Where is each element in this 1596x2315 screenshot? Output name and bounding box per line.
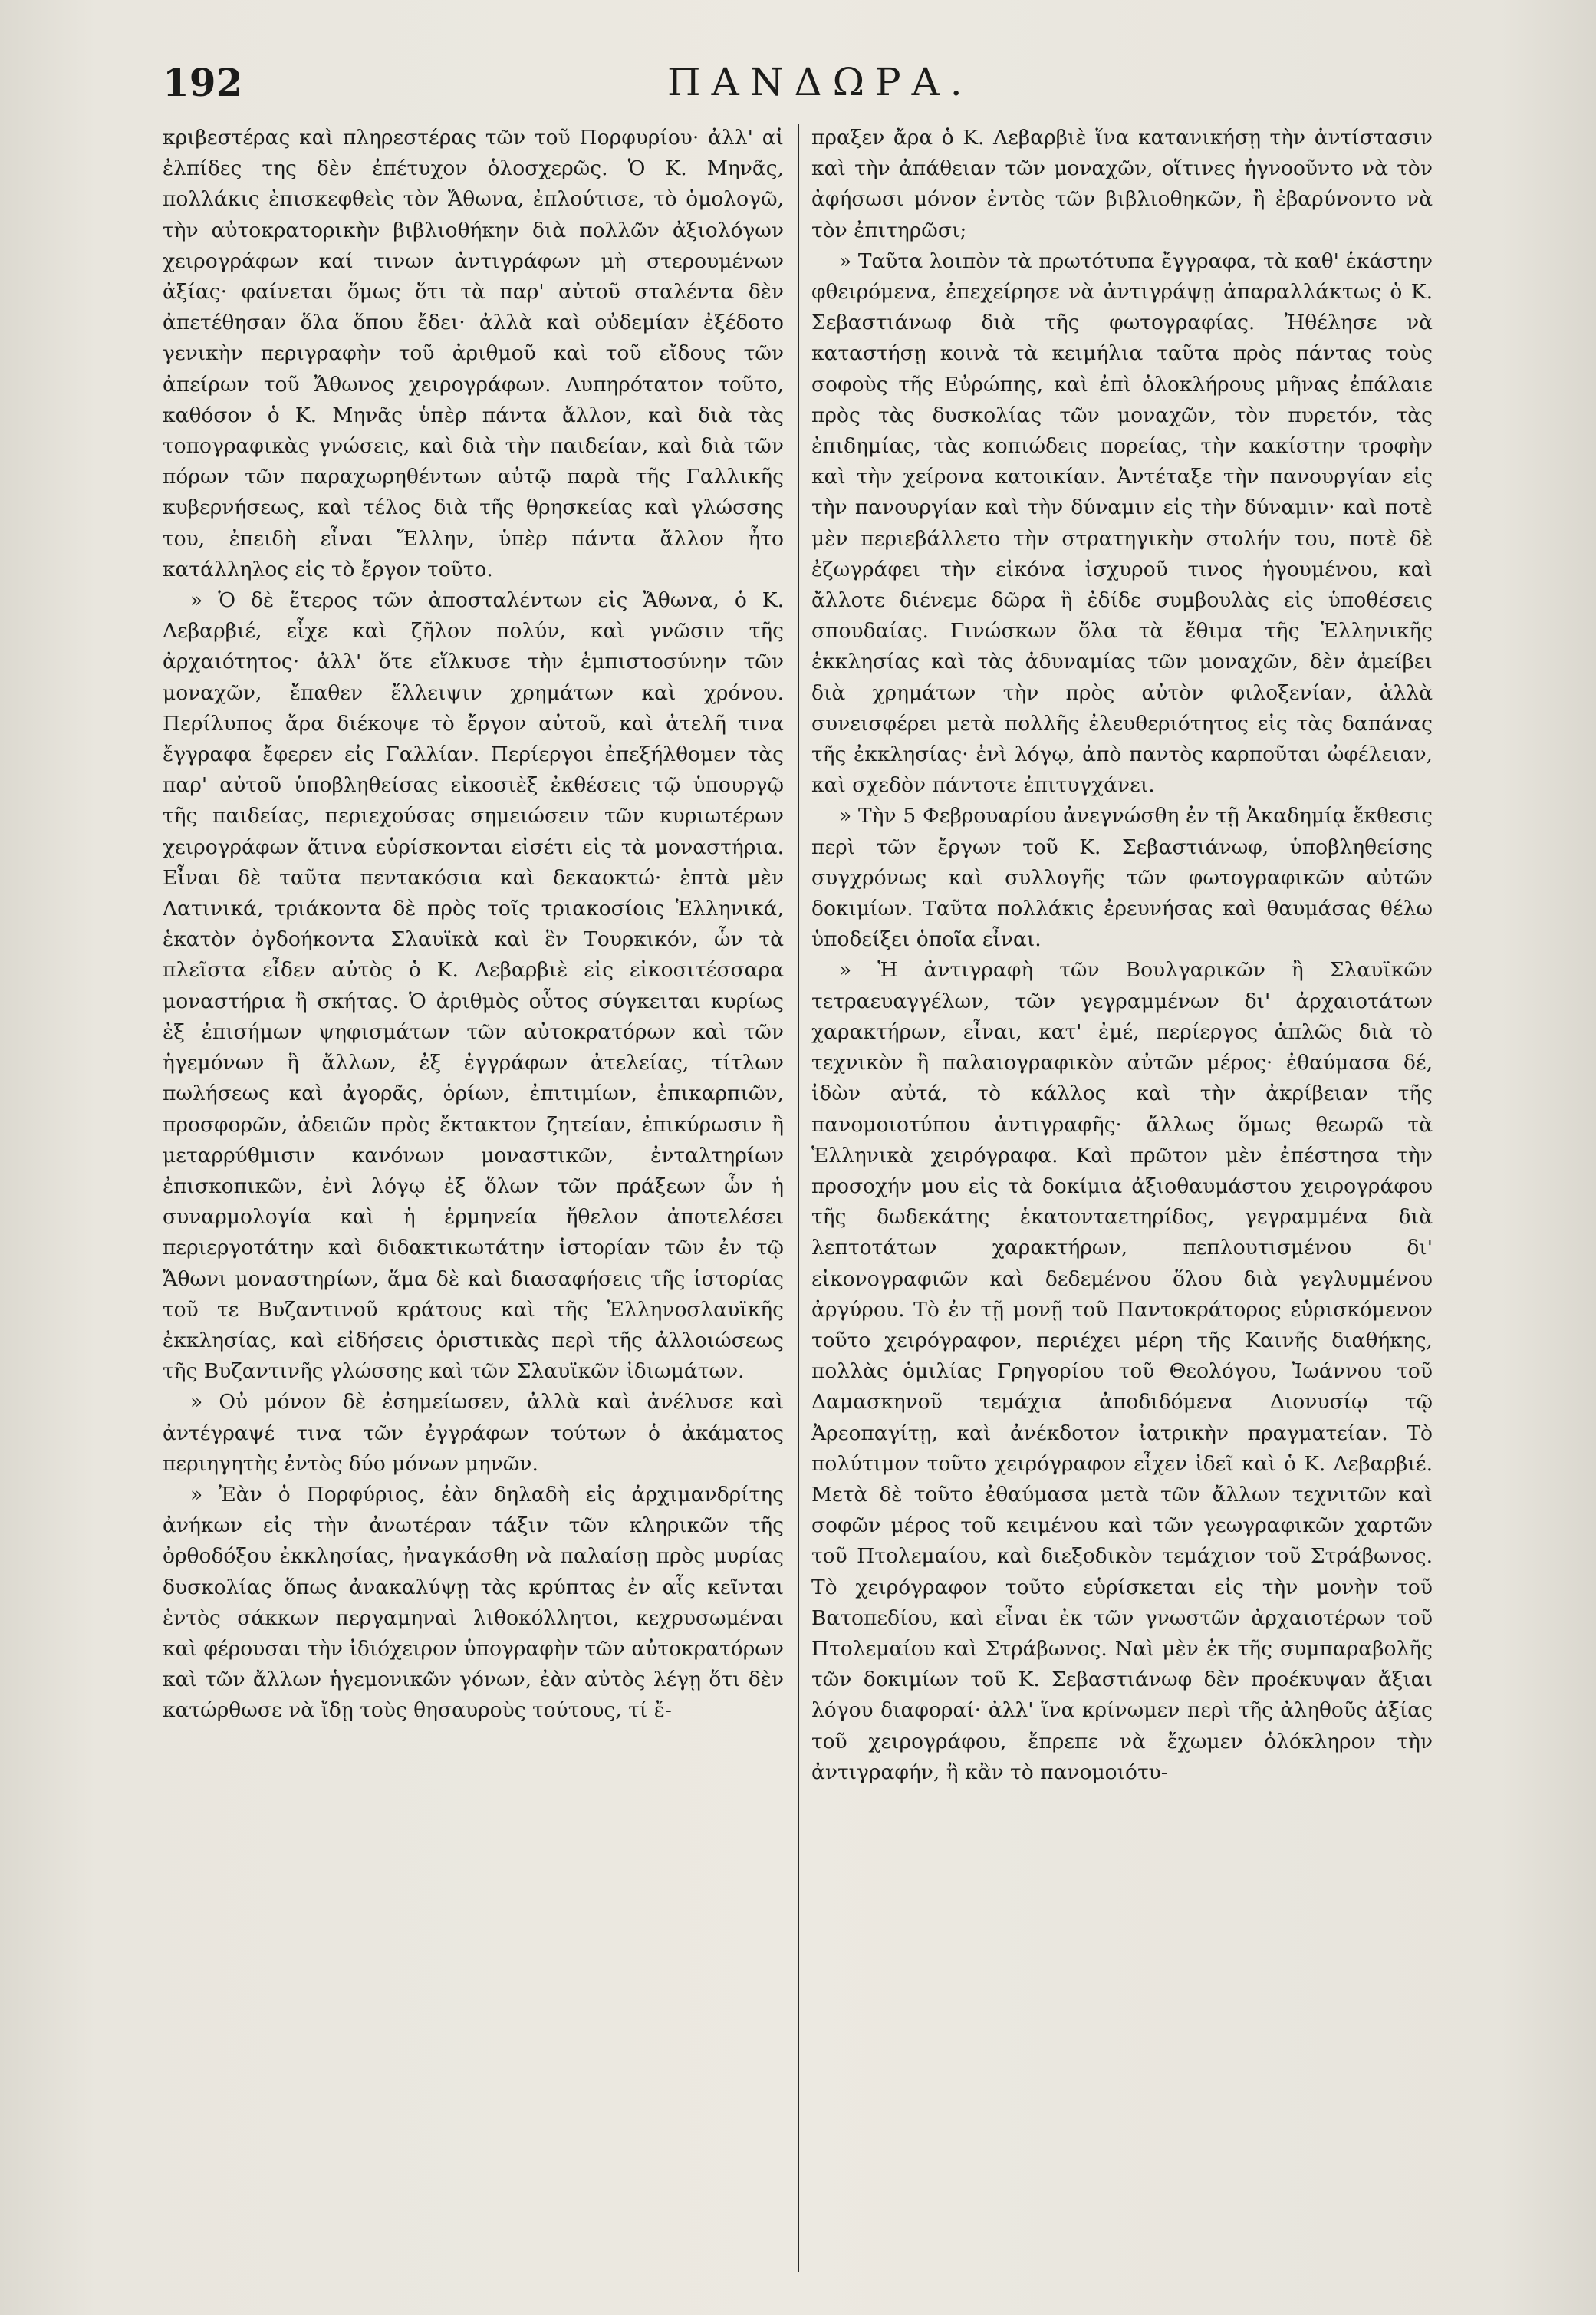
column-divider (798, 124, 799, 2272)
page-number: 192 (163, 60, 243, 105)
running-title: ΠΑΝΔΩΡΑ. (667, 60, 973, 104)
right-column (811, 123, 1433, 2286)
left-paragraph-2: » Ὁ δὲ ἕτερος τῶν ἀποσταλέντων εἰς Ἄθωνα, ὁ Κ. Λεβαρβιέ, εἶχε καὶ ζῆλον πολύν, καὶ γνῶσιν τῆς ἀρχαιότητος· ἀλλ' ὅτε εἵλκυσε τὴν ἐμπιστοσύνην τῶν μοναχῶν, ἔπαθεν ἔλλειψιν χρημάτων καὶ χρόνου. Περίλυπος ἄρα διέκοψε τὸ ἔργον αὐτοῦ, καὶ ἀτελῆ τινα ἔγγραφα ἔφερεν εἰς Γαλλίαν. Περίεργοι ἐπεξήλθομεν τὰς παρ' αὐτοῦ ὑποβληθείσας εἰκοσιὲξ ἐκθέσεις τῷ ὑπουργῷ τῆς παιδείας, περιεχούσας σημειώσειν τῶν κυριωτέρων χειρογράφων ἅτινα εὑρίσκονται εἰσέτι εἰς τὰ μοναστήρια. Εἶναι δὲ ταῦτα πεντακόσια καὶ δεκαοκτώ· ἑπτὰ μὲν Λατινικά, τριάκοντα δὲ πρὸς τοῖς τριακοσίοις Ἑλληνικά, ἑκατὸν ὀγδοήκοντα Σλαυϊκὰ καὶ ἓν Τουρκικόν, ὧν τὰ πλεῖστα εἶδεν αὐτὸς ὁ Κ. Λεβαρβιὲ εἰς εἰκοσιτέσσαρα μοναστήρια ἢ σκήτας. Ὁ ἀριθμὸς οὗτος σύγκειται κυρίως ἐξ ἐπισήμων ψηφισμάτων τῶν αὐτοκρατόρων καὶ τῶν ἡγεμόνων ἢ ἄλλων, ἐξ ἐγγράφων ἀτελείας, τίτλων πωλήσεως καὶ ἀγορᾶς, ὁρίων, ἐπιτιμίων, ἐπικαρπιῶν, προσφορῶν, ἀδειῶν πρὸς ἔκτακτον ζητείαν, ἐπικύρωσιν ἢ μεταρρύθμισιν κανόνων μοναστικῶν, ἐνταλτηρίων ἐπισκοπικῶν, ἐνὶ λόγῳ ἐξ ὅλων τῶν πράξεων ὧν ἡ συναρμολογία καὶ ἡ ἑρμηνεία ἤθελον ἀποτελέσει περιεργοτάτην καὶ διδακτικωτάτην ἱστορίαν τῶν ἐν τῷ Ἄθωνι μοναστηρίων, ἅμα δὲ καὶ διασαφήσεις τῆς ἱστορίας τοῦ τε Βυζαντινοῦ κράτους καὶ τῆς Ἑλληνοσλαυϊκῆς ἐκκλησίας, καὶ εἰδήσεις ὁριστικὰς περὶ τῆς ἀλλοιώσεως τῆς Βυζαντινῆς γλώσσης καὶ τῶν Σλαυϊκῶν ἰδιωμάτων. (163, 588, 784, 1384)
right-paragraph-2: » Ταῦτα λοιπὸν τὰ πρωτότυπα ἔγγραφα, τὰ καθ' ἑκάστην φθειρόμενα, ἐπεχείρησε νὰ ἀντιγράψῃ ἀπαραλλάκτως ὁ Κ. Σεβαστιάνωφ διὰ τῆς φωτογραφίας. Ἠθέλησε νὰ καταστήσῃ κοινὰ τὰ κειμήλια ταῦτα πρὸς πάντας τοὺς σοφοὺς τῆς Εὐρώπης, καὶ ἐπὶ ὁλοκλήρους μῆνας ἐπάλαιε πρὸς τὰς δυσκολίας τῶν μοναχῶν, τὸν πυρετόν, τὰς ἐπιδημίας, τὰς κοπιώδεις πορείας, τὴν κακίστην τροφὴν καὶ τὴν χείρονα κατοικίαν. Ἀντέταξε τὴν πανουργίαν εἰς τὴν πανουργίαν καὶ τὴν δύναμιν εἰς τὴν δύναμιν· καὶ ποτὲ μὲν περιεβάλλετο τὴν στρατηγικὴν στολήν του, ποτὲ δὲ ἐζωγράφει τὴν εἰκόνα ἰσχυροῦ τινος ἡγουμένου, καὶ ἄλλοτε διένεμε δῶρα ἢ ἐδίδε συμβουλὰς εἰς ὑποθέσεις σπουδαίας. Γινώσκων ὅλα τὰ ἔθιμα τῆς Ἑλληνικῆς ἐκκλησίας καὶ τὰς ἀδυναμίας τῶν μοναχῶν, δὲν ἀμείβει διὰ χρημάτων τὴν πρὸς αὐτὸν φιλοξενίαν, ἀλλὰ συνεισφέρει μετὰ πολλῆς ἐλευθεριότητος εἰς τὰς δαπάνας τῆς ἐκκλησίας· ἐνὶ λόγῳ, ἀπὸ παντὸς καρποῦται ὠφέλειαν, καὶ σχεδὸν πάντοτε ἐπιτυγχάνει. (811, 249, 1433, 798)
right-paragraph-1: πραξεν ἄρα ὁ Κ. Λεβαρβιὲ ἵνα κατανικήσῃ τὴν ἀντίστασιν καὶ τὴν ἀπάθειαν τῶν μοναχῶν, οἵτινες ἠγνοοῦντο νὰ τὸν ἀφήσωσι μόνον ἐντὸς τῶν βιβλιοθηκῶν, ἢ ἐβαρύνοντο νὰ τὸν ἐπιτηρῶσι; (811, 126, 1433, 242)
left-paragraph-4: » Ἐὰν ὁ Πορφύριος, ἐὰν δηλαδὴ εἰς ἀρχιμανδρίτης ἀνήκων εἰς τὴν ἀνωτέραν τάξιν τῶν κληρικῶν τῆς ὀρθοδόξου ἐκκλησίας, ἠναγκάσθη νὰ παλαίσῃ πρὸς μυρίας δυσκολίας ὅπως ἀνακαλύψῃ τὰς κρύπτας ἐν αἷς κεῖνται ἐντὸς σάκκων περγαμηναὶ λιθοκόλλητοι, κεχρυσωμέναι καὶ φέρουσαι τὴν ἰδιόχειρον ὑπογραφὴν τῶν αὐτοκρατόρων καὶ τῶν ἄλλων ἡγεμονικῶν γόνων, ἐὰν αὐτὸς λέγῃ ὅτι δὲν κατώρθωσε νὰ ἴδῃ τοὺς θησαυροὺς τούτους, τί ἔ- (163, 1482, 784, 1723)
left-paragraph-3: » Οὐ μόνον δὲ ἐσημείωσεν, ἀλλὰ καὶ ἀνέλυσε καὶ ἀντέγραψέ τινα τῶν ἐγγράφων τούτων ὁ ἀκάματος περιηγητὴς ἐντὸς δύο μόνων μηνῶν. (163, 1390, 784, 1476)
right-paragraph-3: » Τὴν 5 Φεβρουαρίου ἀνεγνώσθη ἐν τῇ Ἀκαδημίᾳ ἔκθεσις περὶ τῶν ἔργων τοῦ Κ. Σεβαστιάνωφ, ὑποβληθείσης συγχρόνως καὶ συλλογῆς τῶν φωτογραφικῶν αὐτῶν δοκιμίων. Ταῦτα πολλάκις ἐρευνήσας καὶ θαυμάσας θέλω ὑποδείξει ὁποῖα εἶναι. (811, 804, 1433, 952)
right-paragraph-4: » Ἡ ἀντιγραφὴ τῶν Βουλγαρικῶν ἢ Σλαυϊκῶν τετραευαγγέλων, τῶν γεγραμμένων δι' ἀρχαιοτάτων χαρακτήρων, εἶναι, κατ' ἐμέ, περίεργος ἁπλῶς διὰ τὸ τεχνικὸν ἢ παλαιογραφικὸν αὐτῶν μέρος· ἐθαύμασα δέ, ἰδὼν αὐτά, τὸ κάλλος καὶ τὴν ἀκρίβειαν τῆς πανομοιοτύπου ἀντιγραφῆς· ἄλλως ὅμως θεωρῶ τὰ Ἑλληνικὰ χειρόγραφα. Καὶ πρῶτον μὲν ἐπέστησα τὴν προσοχήν μου εἰς τὰ δοκίμια ἀξιοθαυμάστου χειρογράφου τῆς δωδεκάτης ἑκατονταετηρίδος, γεγραμμένα διὰ λεπτοτάτων χαρακτήρων, πεπλουτισμένου δι' εἰκονογραφιῶν καὶ δεδεμένου ὅλου διὰ γεγλυμμένου ἀργύρου. Τὸ ἐν τῇ μονῇ τοῦ Παντοκράτορος εὑρισκόμενον τοῦτο χειρόγραφον, περιέχει μέρη τῆς Καινῆς διαθήκης, πολλὰς ὁμιλίας Γρηγορίου τοῦ Θεολόγου, Ἰωάννου τοῦ Δαμασκηνοῦ τεμάχια ἀποδιδόμενα Διονυσίῳ τῷ Ἀρεοπαγίτῃ, καὶ ἀνέκδοτον ἰατρικὴν πραγματείαν. Τὸ πολύτιμον τοῦτο χειρόγραφον εἶχεν ἰδεῖ καὶ ὁ Κ. Λεβαρβιέ. Μετὰ δὲ τοῦτο ἐθαύμασα μετὰ τῶν ἄλλων τεχνιτῶν καὶ σοφῶν μέρος τοῦ κειμένου καὶ τῶν γεωγραφικῶν χαρτῶν τοῦ Πτολεμαίου, καὶ διεξοδικὸν τεμάχιον τοῦ Στράβωνος. Τὸ χειρόγραφον τοῦτο εὑρίσκεται εἰς τὴν μονὴν τοῦ Βατοπεδίου, καὶ εἶναι ἐκ τῶν γνωστῶν ἀρχαιοτέρων τοῦ Πτολεμαίου καὶ Στράβωνος. Ναὶ μὲν ἐκ τῆς συμπαραβολῆς τῶν δοκιμίων τοῦ Κ. Σεβαστιάνωφ δὲν προέκυψαν ἄξιαι λόγου διαφοραί· ἀλλ' ἵνα κρίνωμεν περὶ τῆς ἀληθοῦς ἀξίας τοῦ χειρογράφου, ἔπρεπε νὰ ἔχωμεν ὁλόκληρον τὴν ἀντιγραφήν, ἢ κἂν τὸ πανομοιότυ- (811, 958, 1433, 1784)
left-paragraph-1: κριβεστέρας καὶ πληρεστέρας τῶν τοῦ Πορφυρίου· ἀλλ' αἱ ἐλπίδες της δὲν ἐπέτυχον ὁλοσχερῶς. Ὁ Κ. Μηνᾶς, πολλάκις ἐπισκεφθεὶς τὸν Ἄθωνα, ἐπλούτισε, τὸ ὁμολογῶ, τὴν αὐτοκρατορικὴν βιβλιοθήκην διὰ πολλῶν ἀξιολόγων χειρογράφων καί τινων ἀντιγράφων μὴ στερουμένων ἀξίας· φαίνεται ὅμως ὅτι τὰ παρ' αὐτοῦ σταλέντα δὲν ἀπετέθησαν ὅλα ὅπου ἔδει· ἀλλὰ καὶ οὐδεμίαν ἐξέδοτο γενικὴν περιγραφὴν τοῦ ἀριθμοῦ καὶ τοῦ εἴδους τῶν ἀπείρων τοῦ Ἄθωνος χειρογράφων. Λυπηρότατον τοῦτο, καθόσον ὁ Κ. Μηνᾶς ὑπὲρ πάντα ἄλλον, καὶ διὰ τὰς τοπογραφικὰς γνώσεις, καὶ διὰ τὴν παιδείαν, καὶ διὰ τῶν πόρων τῶν παραχωρηθέντων αὐτῷ παρὰ τῆς Γαλλικῆς κυβερνήσεως, καὶ τέλος διὰ τῆς θρησκείας καὶ γλώσσης του, ἐπειδὴ εἶναι Ἕλλην, ὑπὲρ πάντα ἄλλον ἦτο κατάλληλος εἰς τὸ ἔργον τοῦτο. (163, 126, 784, 581)
page-header (153, 60, 1534, 114)
left-column (163, 123, 784, 2286)
